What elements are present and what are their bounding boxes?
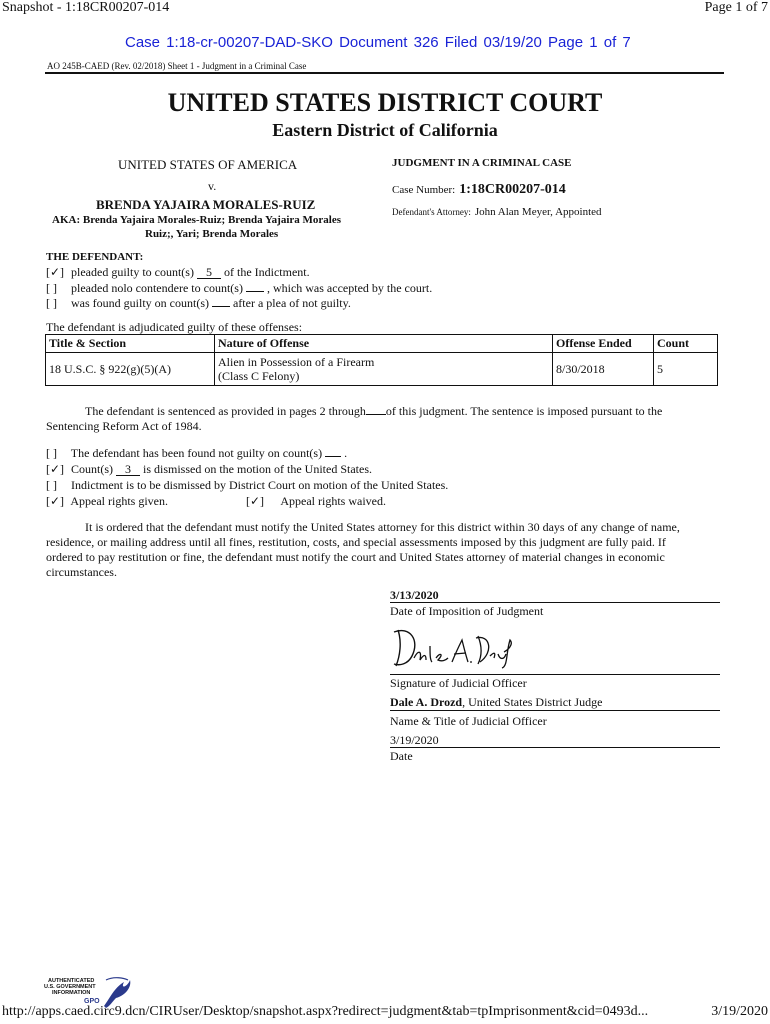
appeal-given-checkbox: [✓] — [46, 494, 65, 508]
row-offense-ended: 8/30/2018 — [553, 353, 654, 386]
versus: v. — [208, 179, 217, 193]
nolo-line — [46, 281, 432, 296]
appeal-waived-checkbox: [✓] — [246, 494, 265, 508]
officer-title: , United States District Judge — [462, 695, 603, 709]
date-rule — [390, 747, 720, 748]
dismissed-line — [46, 462, 372, 477]
not-guilty-end: . — [344, 446, 348, 460]
row-title-section: 18 U.S.C. § 922(g)(5)(A) — [46, 353, 215, 386]
defendant-heading: THE DEFENDANT: — [46, 251, 144, 263]
dismissed-checkbox: [✓] — [46, 462, 65, 476]
gpo-line-1: AUTHENTICATED — [48, 978, 95, 984]
case-number: 1:18CR00207-014 — [459, 182, 566, 197]
notice-line-1: It is ordered that the defendant must notify the United States attorney for this district within 30 days of any change of name, — [85, 520, 680, 534]
sentence-post: of this judgment. The sentence is imposed pursuant to the — [385, 404, 663, 418]
judgment-title: JUDGMENT IN A CRIMINAL CASE — [392, 157, 572, 169]
pleaded-guilty-checkbox: [✓] — [46, 265, 65, 279]
table-row — [46, 353, 718, 386]
court-title: UNITED STATES DISTRICT COURT — [167, 88, 603, 117]
officer-name: Dale A. Drozd — [390, 695, 463, 709]
form-line: AO 245B-CAED (Rev. 02/2018) Sheet 1 - Judgment in a Criminal Case — [47, 61, 307, 71]
gpo-line-3: INFORMATION — [52, 990, 91, 996]
not-guilty-checkbox: [ ] — [46, 446, 57, 460]
officer-line — [390, 695, 602, 710]
header-title-section: Title & Section — [46, 335, 215, 353]
pleaded-guilty-pre: pleaded guilty to count(s) — [71, 265, 194, 279]
footer-date: 3/19/2020 — [711, 1004, 768, 1019]
row-nature-line2: (Class C Felony) — [218, 369, 300, 383]
notice-line-4: circumstances. — [46, 565, 117, 579]
appeal-given-text: Appeal rights given. — [70, 494, 168, 508]
footer-url[interactable]: http://apps.caed.circ9.dcn/CIRUser/Desktop/snapshot.aspx?redirect=judgment&tab=tpImprisonment&cid=0493d... — [2, 1004, 649, 1019]
pleaded-guilty-line — [46, 265, 310, 280]
plaintiff: UNITED STATES OF AMERICA — [118, 157, 298, 172]
officer-rule — [390, 710, 720, 711]
not-guilty-line — [46, 446, 347, 461]
court-district: Eastern District of California — [272, 120, 498, 140]
aka-line-1: AKA: Brenda Yajaira Morales-Ruiz; Brenda Yajaira Morales — [52, 214, 342, 226]
header-count: Count — [654, 335, 718, 353]
case-number-line — [392, 180, 566, 198]
not-guilty-blank — [325, 456, 341, 457]
indictment-checkbox: [ ] — [46, 478, 57, 492]
dismissed-count: 3 — [116, 464, 140, 476]
table-header-row — [46, 335, 718, 353]
found-guilty-line — [46, 296, 351, 311]
not-guilty-text: The defendant has been found not guilty on count(s) — [70, 446, 323, 460]
header-offense-ended: Offense Ended — [553, 335, 654, 353]
signature-label: Signature of Judicial Officer — [390, 676, 527, 690]
nolo-post: , which was accepted by the court. — [266, 281, 433, 295]
dismissed-pre: Count(s) — [71, 462, 113, 476]
snapshot-title: Snapshot - 1:18CR00207-014 — [2, 0, 170, 15]
signature-rule — [390, 674, 720, 675]
dismissed-post: is dismissed on the motion of the United States. — [143, 462, 372, 476]
nolo-blank — [246, 291, 264, 292]
row-nature-line1: Alien in Possession of a Firearm — [218, 355, 375, 369]
date-label: Date — [390, 749, 413, 763]
row-nature — [215, 353, 553, 386]
case-number-label: Case Number: — [392, 184, 456, 196]
sentence-pre: The defendant is sentenced as provided in pages 2 through — [85, 404, 366, 418]
pleaded-guilty-post: of the Indictment. — [223, 265, 310, 279]
offenses-table — [45, 334, 718, 386]
sentence-line-1 — [85, 404, 662, 419]
indictment-line — [46, 478, 448, 493]
nolo-checkbox: [ ] — [46, 281, 57, 295]
name-title-label: Name & Title of Judicial Officer — [390, 714, 547, 728]
attorney-label: Defendant's Attorney: — [392, 207, 471, 217]
notice-line-3: ordered to pay restitution or fine, the defendant must notify the court and United States attorney of material changes in economic — [46, 550, 665, 564]
appeal-waived-text: Appeal rights waived. — [280, 494, 386, 508]
nolo-pre: pleaded nolo contendere to count(s) — [71, 281, 243, 295]
pleaded-guilty-count: 5 — [197, 267, 221, 279]
appeal-given-line — [46, 494, 168, 509]
attorney-line — [392, 202, 602, 220]
sentence-line-2: Sentencing Reform Act of 1984. — [46, 419, 202, 433]
row-count: 5 — [654, 353, 718, 386]
snapshot-page-count: Page 1 of 7 — [704, 0, 768, 15]
found-guilty-pre: was found guilty on count(s) — [71, 296, 209, 310]
imposition-label: Date of Imposition of Judgment — [390, 604, 544, 618]
gpo-line-2: U.S. GOVERNMENT — [44, 984, 96, 990]
header-rule — [45, 72, 724, 74]
found-guilty-post: after a plea of not guilty. — [232, 296, 351, 310]
sentence-blank — [366, 414, 386, 415]
imposition-rule — [390, 602, 720, 603]
defendant-name: BRENDA YAJAIRA MORALES-RUIZ — [96, 197, 316, 212]
found-guilty-blank — [212, 306, 230, 307]
imposition-date: 3/13/2020 — [390, 588, 439, 602]
appeal-waived-line — [246, 494, 386, 509]
gpo-line-4: GPO — [84, 998, 100, 1005]
signed-date: 3/19/2020 — [390, 733, 439, 747]
indictment-text: Indictment is to be dismissed by District Court on motion of the United States. — [71, 478, 449, 492]
aka-line-2: Ruiz;, Yari; Brenda Morales — [145, 228, 279, 240]
judge-signature — [390, 622, 520, 672]
ecf-header: Case 1:18-cr-00207-DAD-SKO Document 326 Filed 03/19/20 Page 1 of 7 — [125, 34, 631, 51]
attorney-name: John Alan Meyer, Appointed — [474, 206, 602, 218]
header-nature: Nature of Offense — [215, 335, 553, 353]
notice-line-2: residence, or mailing address until all fines, restitution, costs, and special assessments imposed by this judgment are fully paid. If — [46, 535, 666, 549]
offenses-intro: The defendant is adjudicated guilty of these offenses: — [46, 320, 303, 334]
found-guilty-checkbox: [ ] — [46, 296, 57, 310]
